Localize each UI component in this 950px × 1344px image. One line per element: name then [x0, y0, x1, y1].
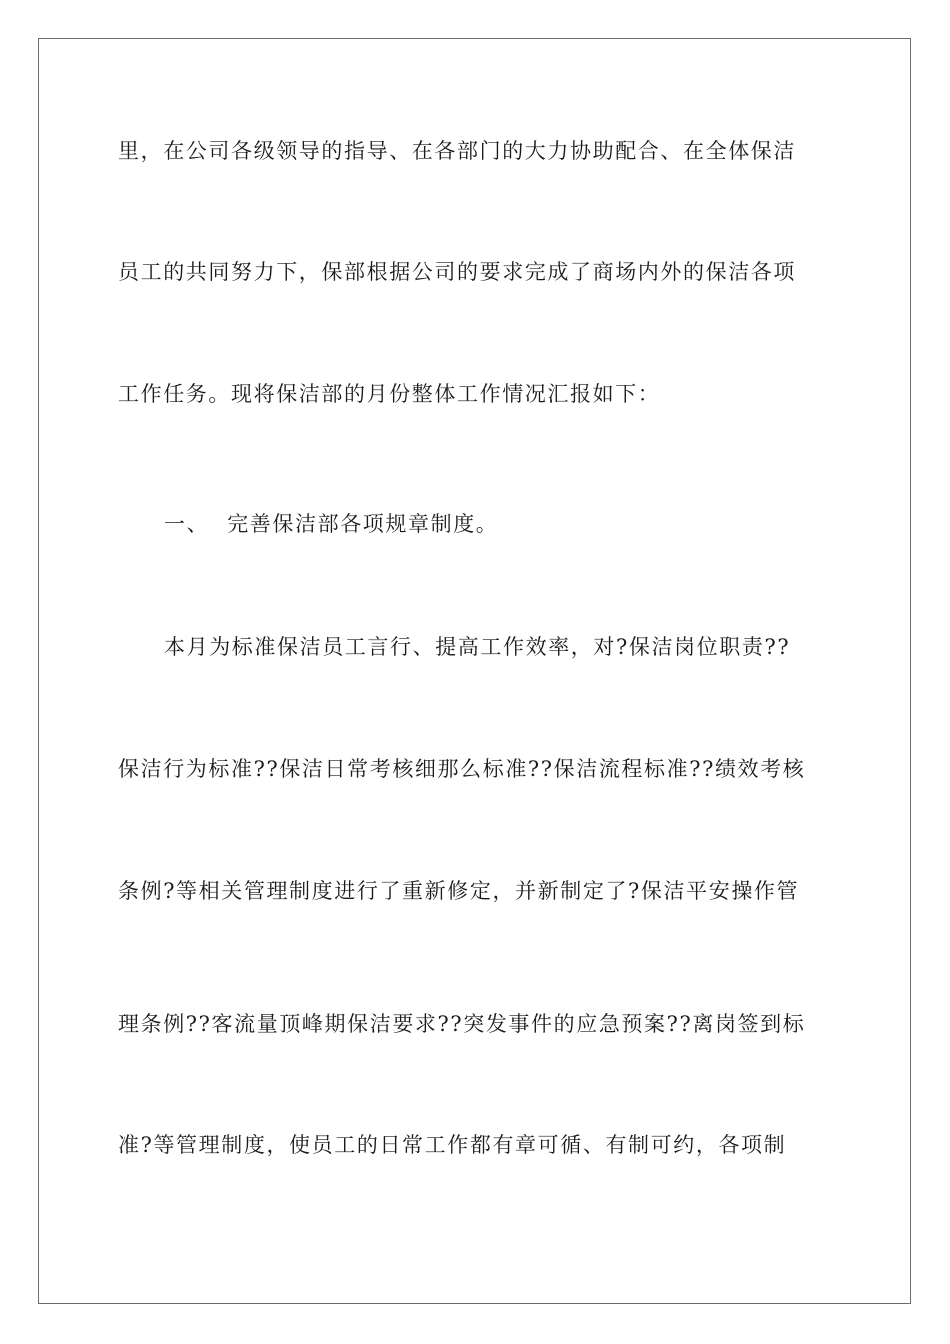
- paragraph-line-5: 保洁行为标准??保洁日常考核细那么标准??保洁流程标准??绩效考核: [118, 757, 806, 781]
- paragraph-line-6: 条例?等相关管理制度进行了重新修定，并新制定了?保洁平安操作管: [118, 879, 800, 903]
- section-heading: [118, 510, 884, 538]
- section-number: 一、: [164, 512, 210, 536]
- section-title: 完善保洁部各项规章制度。: [227, 512, 499, 536]
- paragraph-line-7: 理条例??客流量顶峰期保洁要求??突发事件的应急预案??离岗签到标: [118, 1012, 806, 1036]
- paragraph-line-1: 里，在公司各级领导的指导、在各部门的大力协助配合、在全体保洁: [118, 139, 796, 163]
- paragraph-line-4: 本月为标准保洁员工言行、提高工作效率，对?保洁岗位职责??: [164, 635, 791, 659]
- paragraph-line-2: 员工的共同努力下，保部根据公司的要求完成了商场内外的保洁各项: [118, 260, 796, 284]
- page-border: [38, 38, 911, 1304]
- paragraph-line-8: 准?等管理制度，使员工的日常工作都有章可循、有制可约，各项制: [118, 1133, 787, 1157]
- paragraph-line-3: 工作任务。现将保洁部的月份整体工作情况汇报如下：: [118, 382, 661, 406]
